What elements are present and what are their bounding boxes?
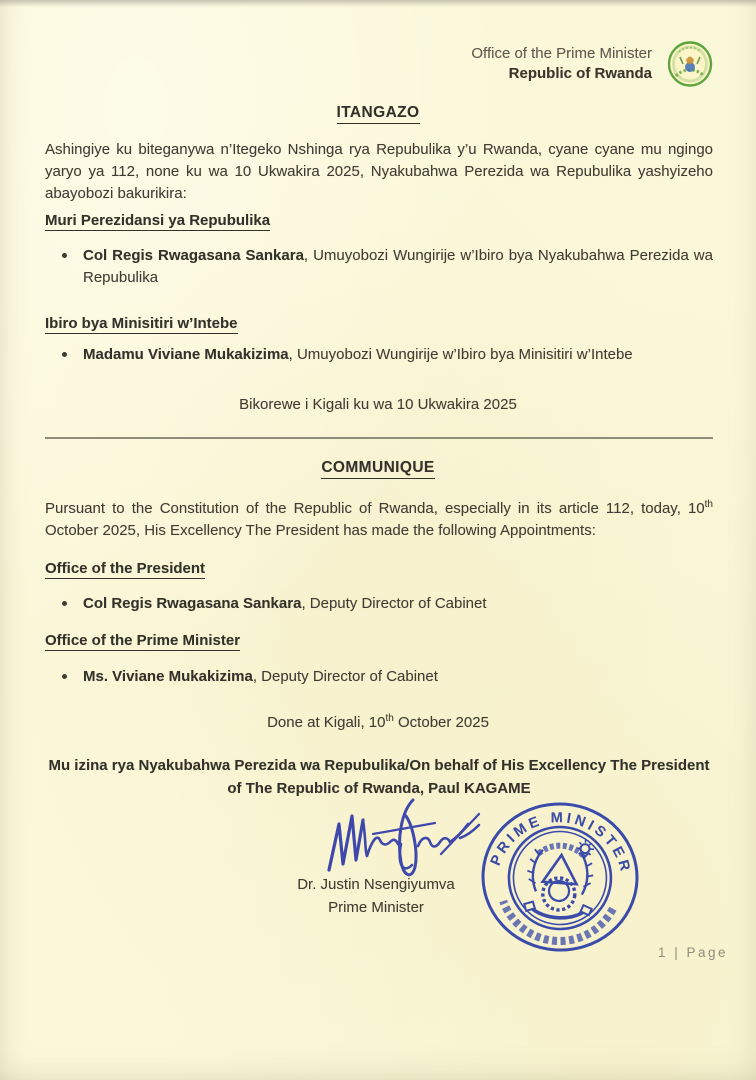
appointee-role: , Deputy Director of Cabinet xyxy=(301,595,487,612)
itangazo-title-text: ITANGAZO xyxy=(337,104,420,124)
communique-intro-after: October 2025, His Excellency The President has made the following Appointments: xyxy=(45,522,596,539)
rwanda-coat-of-arms-icon xyxy=(666,40,714,90)
itangazo-title xyxy=(0,104,756,124)
bullet-icon xyxy=(62,253,67,258)
itangazo-section-heading-2-text: Ibiro bya Minisitiri w’Intebe xyxy=(45,315,238,332)
communique-intro xyxy=(45,498,713,542)
itangazo-section-heading-1-text: Muri Perezidansi ya Repubulika xyxy=(45,212,271,229)
signatory-name: Dr. Justin Nsengiyumva xyxy=(297,876,455,893)
on-behalf-statement: Mu izina rya Nyakubahwa Perezida wa Repubulika/On behalf of His Excellency The President of The Republic of Rwanda, Paul KAGAME xyxy=(48,757,710,797)
stamp-text: PRIME MINISTER xyxy=(487,810,634,877)
appointee-role: , Deputy Director of Cabinet xyxy=(252,668,438,685)
communique-section-heading-2 xyxy=(45,632,240,651)
bullet-icon xyxy=(62,601,67,606)
communique-title xyxy=(0,459,756,479)
letterhead xyxy=(471,44,652,84)
itangazo-intro: Ashingiye ku biteganywa n’Itegeko Nshinga rya Repubulika y’u Rwanda, cyane cyane mu ngingo yaryo ya 112, none ku wa 10 Ukwakira 2025, Nyakubahwa Perezida wa Repubulika yashyizeho abayobozi bakurikira: xyxy=(45,141,713,202)
bullet-icon xyxy=(62,352,67,357)
communique-intro-before: Pursuant to the Constitution of the Republic of Rwanda, especially in its article 112, today, 10 xyxy=(45,500,705,517)
ordinal-suffix: th xyxy=(385,713,394,724)
appointee-name: Madamu Viviane Mukakizima xyxy=(83,346,289,363)
bullet-icon xyxy=(62,674,67,679)
communique-section-heading-1-text: Office of the President xyxy=(45,560,206,577)
ordinal-suffix: th xyxy=(704,499,713,510)
appointee-role: , Umuyobozi Wungirije w’Ibiro bya Minisitiri w’Intebe xyxy=(288,346,633,363)
itangazo-appointee-2 xyxy=(45,344,713,366)
communique-section-heading-1 xyxy=(45,560,205,579)
itangazo-appointee-1 xyxy=(45,245,713,289)
itangazo-dateline: Bikorewe i Kigali ku wa 10 Ukwakira 2025 xyxy=(239,396,517,413)
dateline-after: October 2025 xyxy=(393,714,489,731)
communique-section-heading-2-text: Office of the Prime Minister xyxy=(45,632,241,649)
prime-minister-seal-icon xyxy=(474,796,646,959)
appointee-role: , Umuyobozi Wungirije w’Ibiro bya Nyakubahwa Perezida wa Repubulika xyxy=(83,247,713,286)
communique-title-text: COMMUNIQUE xyxy=(321,459,434,479)
appointee-name: Col Regis Rwagasana Sankara xyxy=(83,247,304,264)
dateline-before: Done at Kigali, 10 xyxy=(267,714,386,731)
appointee-name: Col Regis Rwagasana Sankara xyxy=(83,595,302,612)
itangazo-section-heading-1 xyxy=(45,212,270,231)
signatory-title: Prime Minister xyxy=(328,899,424,916)
page-number: 1 | Page xyxy=(657,945,728,960)
itangazo-section-heading-2 xyxy=(45,315,238,334)
communique-dateline xyxy=(0,714,756,731)
section-divider xyxy=(45,437,713,439)
letterhead-country: Republic of Rwanda xyxy=(508,65,652,82)
appointee-name: Ms. Viviane Mukakizima xyxy=(83,668,253,685)
letterhead-office: Office of the Prime Minister xyxy=(471,45,652,62)
communique-appointee-2 xyxy=(45,666,713,688)
communique-appointee-1 xyxy=(45,593,713,615)
